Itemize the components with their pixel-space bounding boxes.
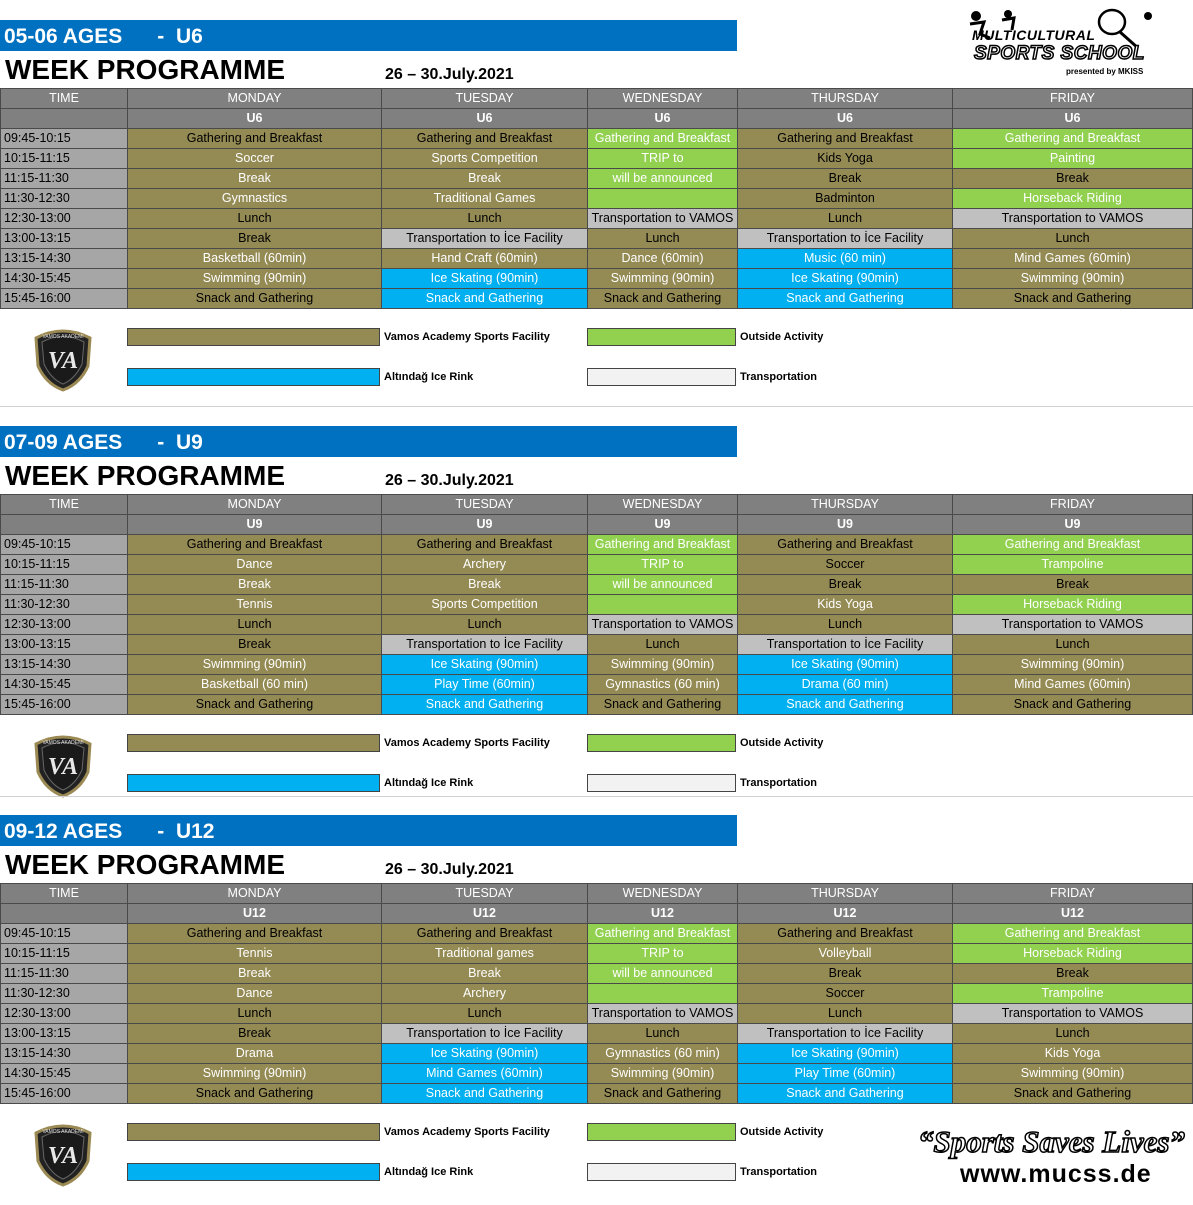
column-header: MONDAY (128, 89, 382, 109)
legend-label-outside: Outside Activity (740, 737, 824, 749)
legend-swatch-transport (587, 1163, 736, 1181)
activity-cell: TRIP to (588, 555, 738, 575)
table-row (1, 1064, 1193, 1084)
time-slot: 12:30-13:00 (1, 615, 128, 635)
activity-cell: Break (128, 964, 382, 984)
time-slot: 11:30-12:30 (1, 189, 128, 209)
activity-cell: Gathering and Breakfast (953, 129, 1193, 149)
time-slot: 13:15-14:30 (1, 249, 128, 269)
table-row (1, 289, 1193, 309)
time-slot: 13:15-14:30 (1, 1044, 128, 1064)
group-row-blank (1, 109, 128, 129)
activity-cell: Swimming (90min) (128, 269, 382, 289)
activity-cell: Ice Skating (90min) (738, 655, 953, 675)
time-slot: 09:45-10:15 (1, 129, 128, 149)
time-slot: 13:00-13:15 (1, 1024, 128, 1044)
column-header: THURSDAY (738, 495, 953, 515)
age-bar: 07-09 AGES - U9 (0, 426, 737, 457)
activity-cell: Basketball (60min) (128, 249, 382, 269)
activity-cell: Gathering and Breakfast (128, 535, 382, 555)
school-name-line1: MULTICULTURAL (972, 27, 1096, 43)
logo-initials: VA (47, 1143, 79, 1169)
table-row (1, 169, 1193, 189)
activity-cell: Mind Games (60min) (382, 1064, 588, 1084)
group-label: U6 (588, 109, 738, 129)
activity-cell: Transportation to VAMOS (588, 615, 738, 635)
time-slot: 10:15-11:15 (1, 555, 128, 575)
activity-cell: Snack and Gathering (738, 1084, 953, 1104)
activity-cell: Play Time (60min) (738, 1064, 953, 1084)
group-label: U9 (128, 515, 382, 535)
activity-cell: Break (738, 575, 953, 595)
logo-initials: VA (47, 754, 79, 780)
column-header: FRIDAY (953, 89, 1193, 109)
activity-cell: Transportation to İce Facility (738, 1024, 953, 1044)
group-label: U12 (382, 904, 588, 924)
activity-cell (588, 595, 738, 615)
legend-swatch-ice (127, 774, 380, 792)
activity-cell: Lunch (128, 615, 382, 635)
activity-cell: Swimming (90min) (588, 1064, 738, 1084)
table-row (1, 964, 1193, 984)
activity-cell: Transportation to VAMOS (953, 615, 1193, 635)
activity-cell: Ice Skating (90min) (382, 1044, 588, 1064)
table-row (1, 615, 1193, 635)
table-row (1, 695, 1193, 715)
logo-ring-text: VAMOS AKADEMI (42, 740, 84, 746)
group-label: U6 (382, 109, 588, 129)
legend-label-vamos: Vamos Academy Sports Facility (384, 1126, 550, 1138)
activity-cell: Snack and Gathering (128, 1084, 382, 1104)
activity-cell: Dance (60min) (588, 249, 738, 269)
activity-cell: Snack and Gathering (953, 1084, 1193, 1104)
activity-cell: will be announced (588, 169, 738, 189)
activity-cell: Ice Skating (90min) (382, 269, 588, 289)
activity-cell: Transportation to İce Facility (738, 229, 953, 249)
legend-swatch-vamos (127, 328, 380, 346)
legend-swatch-transport (587, 774, 736, 792)
column-header: TUESDAY (382, 495, 588, 515)
activity-cell: Transportation to VAMOS (953, 209, 1193, 229)
activity-cell: Kids Yoga (738, 149, 953, 169)
column-header: TUESDAY (382, 884, 588, 904)
vamos-academy-logo (30, 728, 96, 798)
time-slot: 15:45-16:00 (1, 1084, 128, 1104)
activity-cell: Break (382, 169, 588, 189)
time-slot: 15:45-16:00 (1, 289, 128, 309)
vamos-academy-logo (30, 322, 96, 392)
page-title: WEEK PROGRAMME (5, 54, 285, 85)
activity-cell: Transportation to VAMOS (953, 1004, 1193, 1024)
activity-cell: Transportation to VAMOS (588, 1004, 738, 1024)
activity-cell: Break (953, 964, 1193, 984)
shield-icon (30, 1117, 96, 1187)
activity-cell: Break (382, 575, 588, 595)
activity-cell: Music (60 min) (738, 249, 953, 269)
column-header: WEDNESDAY (588, 89, 738, 109)
activity-cell: TRIP to (588, 944, 738, 964)
time-slot: 12:30-13:00 (1, 1004, 128, 1024)
activity-cell: Lunch (128, 1004, 382, 1024)
activity-cell: Hand Craft (60min) (382, 249, 588, 269)
group-label: U12 (588, 904, 738, 924)
activity-cell: Snack and Gathering (588, 1084, 738, 1104)
activity-cell: Gathering and Breakfast (738, 535, 953, 555)
time-slot: 11:30-12:30 (1, 984, 128, 1004)
section-divider (0, 796, 1193, 797)
activity-cell: Gymnastics (60 min) (588, 1044, 738, 1064)
activity-cell: Snack and Gathering (382, 289, 588, 309)
page-title: WEEK PROGRAMME (5, 849, 285, 880)
activity-cell: Gymnastics (60 min) (588, 675, 738, 695)
table-row (1, 635, 1193, 655)
column-header: TIME (1, 89, 128, 109)
activity-cell: Horseback Riding (953, 595, 1193, 615)
sports-school-logo (962, 4, 1172, 82)
table-row (1, 924, 1193, 944)
shield-icon (30, 728, 96, 798)
vamos-academy-logo (30, 1117, 96, 1187)
website: www.mucss.de (960, 1160, 1152, 1188)
date-range: 26 – 30.July.2021 (385, 861, 514, 878)
activity-cell: Soccer (128, 149, 382, 169)
activity-cell: Kids Yoga (953, 1044, 1193, 1064)
activity-cell: will be announced (588, 964, 738, 984)
activity-cell: Sports Competition (382, 595, 588, 615)
legend-label-vamos: Vamos Academy Sports Facility (384, 737, 550, 749)
activity-cell: Snack and Gathering (588, 289, 738, 309)
legend-swatch-outside (587, 734, 736, 752)
activity-cell: Transportation to İce Facility (738, 635, 953, 655)
legend-u9 (0, 716, 1193, 816)
shield-icon (30, 322, 96, 392)
table-row (1, 1084, 1193, 1104)
activity-cell: Snack and Gathering (128, 695, 382, 715)
time-slot: 11:30-12:30 (1, 595, 128, 615)
activity-cell: Gathering and Breakfast (738, 924, 953, 944)
activity-cell: Tennis (128, 944, 382, 964)
activity-cell: Sports Competition (382, 149, 588, 169)
activity-cell: Gathering and Breakfast (588, 924, 738, 944)
activity-cell: Archery (382, 984, 588, 1004)
time-slot: 10:15-11:15 (1, 944, 128, 964)
activity-cell: Break (382, 964, 588, 984)
column-header: WEDNESDAY (588, 495, 738, 515)
group-row-blank (1, 904, 128, 924)
legend-label-transport: Transportation (740, 777, 818, 789)
activity-cell: Gathering and Breakfast (382, 535, 588, 555)
time-slot: 13:15-14:30 (1, 655, 128, 675)
legend-swatch-ice (127, 368, 380, 386)
activity-cell: Transportation to VAMOS (588, 209, 738, 229)
legend-label-transport: Transportation (740, 1166, 818, 1178)
table-row (1, 129, 1193, 149)
activity-cell: TRIP to (588, 149, 738, 169)
column-header: FRIDAY (953, 495, 1193, 515)
activity-cell: Gathering and Breakfast (953, 535, 1193, 555)
logo-ring-text: VAMOS AKADEMI (42, 334, 84, 340)
activity-cell: Break (738, 169, 953, 189)
date-range: 26 – 30.July.2021 (385, 472, 514, 489)
schedule-table (0, 88, 1193, 309)
time-slot: 11:15-11:30 (1, 575, 128, 595)
group-label: U9 (738, 515, 953, 535)
activity-cell: Snack and Gathering (953, 289, 1193, 309)
activity-cell: Horseback Riding (953, 944, 1193, 964)
activity-cell: Break (128, 635, 382, 655)
activity-cell: Lunch (588, 635, 738, 655)
activity-cell: Break (128, 1024, 382, 1044)
activity-cell: Badminton (738, 189, 953, 209)
activity-cell: Tennis (128, 595, 382, 615)
activity-cell: Break (128, 229, 382, 249)
group-label: U12 (738, 904, 953, 924)
activity-cell: Swimming (90min) (588, 269, 738, 289)
activity-cell: Break (128, 169, 382, 189)
table-row (1, 535, 1193, 555)
table-row (1, 249, 1193, 269)
column-header: FRIDAY (953, 884, 1193, 904)
legend-u6 (0, 310, 1193, 410)
activity-cell: Gathering and Breakfast (382, 129, 588, 149)
group-label: U9 (953, 515, 1193, 535)
activity-cell: Play Time (60min) (382, 675, 588, 695)
activity-cell: Lunch (588, 1024, 738, 1044)
column-header: TUESDAY (382, 89, 588, 109)
activity-cell: Snack and Gathering (382, 695, 588, 715)
legend-swatch-vamos (127, 734, 380, 752)
activity-cell: Gathering and Breakfast (128, 129, 382, 149)
activity-cell: Transportation to İce Facility (382, 229, 588, 249)
activity-cell: Lunch (128, 209, 382, 229)
activity-cell: Archery (382, 555, 588, 575)
activity-cell: Gymnastics (128, 189, 382, 209)
activity-cell: Dance (128, 984, 382, 1004)
table-row (1, 1004, 1193, 1024)
legend-swatch-outside (587, 1123, 736, 1141)
activity-cell: will be announced (588, 575, 738, 595)
legend-label-transport: Transportation (740, 371, 818, 383)
table-row (1, 575, 1193, 595)
legend-label-outside: Outside Activity (740, 331, 824, 343)
table-row (1, 555, 1193, 575)
activity-cell: Break (738, 964, 953, 984)
legend-label-ice: Altındağ Ice Rink (384, 777, 474, 789)
time-slot: 14:30-15:45 (1, 1064, 128, 1084)
activity-cell: Lunch (953, 1024, 1193, 1044)
activity-cell: Horseback Riding (953, 189, 1193, 209)
activity-cell: Kids Yoga (738, 595, 953, 615)
time-slot: 13:00-13:15 (1, 229, 128, 249)
activity-cell: Gathering and Breakfast (588, 129, 738, 149)
activity-cell: Mind Games (60min) (953, 675, 1193, 695)
group-label: U9 (382, 515, 588, 535)
activity-cell: Lunch (953, 229, 1193, 249)
activity-cell: Ice Skating (90min) (738, 269, 953, 289)
activity-cell: Traditional Games (382, 189, 588, 209)
table-row (1, 655, 1193, 675)
activity-cell: Break (953, 169, 1193, 189)
activity-cell: Trampoline (953, 984, 1193, 1004)
table-row (1, 1044, 1193, 1064)
activity-cell: Drama (128, 1044, 382, 1064)
column-header: TIME (1, 884, 128, 904)
activity-cell: Lunch (738, 615, 953, 635)
activity-cell: Gathering and Breakfast (128, 924, 382, 944)
column-header: WEDNESDAY (588, 884, 738, 904)
group-row-blank (1, 515, 128, 535)
activity-cell: Break (953, 575, 1193, 595)
logo-initials: VA (47, 348, 79, 374)
group-label: U9 (588, 515, 738, 535)
time-slot: 13:00-13:15 (1, 635, 128, 655)
time-slot: 11:15-11:30 (1, 169, 128, 189)
table-row (1, 229, 1193, 249)
activity-cell: Ice Skating (90min) (382, 655, 588, 675)
column-header: THURSDAY (738, 884, 953, 904)
activity-cell: Soccer (738, 555, 953, 575)
activity-cell: Dance (128, 555, 382, 575)
presented-by: presented by MKISS (1066, 67, 1144, 76)
activity-cell: Lunch (738, 209, 953, 229)
table-row (1, 189, 1193, 209)
activity-cell: Lunch (382, 615, 588, 635)
activity-cell: Lunch (738, 1004, 953, 1024)
activity-cell: Gathering and Breakfast (382, 924, 588, 944)
activity-cell: Gathering and Breakfast (738, 129, 953, 149)
table-row (1, 984, 1193, 1004)
column-header: THURSDAY (738, 89, 953, 109)
legend-swatch-vamos (127, 1123, 380, 1141)
school-name-line2: SPORTS SCHOOL (974, 43, 1145, 64)
legend-swatch-ice (127, 1163, 380, 1181)
activity-cell: Traditional games (382, 944, 588, 964)
group-label: U12 (128, 904, 382, 924)
group-label: U12 (953, 904, 1193, 924)
logo-ring-text: VAMOS AKADEMI (42, 1129, 84, 1135)
time-slot: 09:45-10:15 (1, 924, 128, 944)
activity-cell: Transportation to İce Facility (382, 1024, 588, 1044)
time-slot: 14:30-15:45 (1, 269, 128, 289)
legend-swatch-transport (587, 368, 736, 386)
activity-cell: Ice Skating (90min) (738, 1044, 953, 1064)
time-slot: 10:15-11:15 (1, 149, 128, 169)
activity-cell (588, 984, 738, 1004)
activity-cell (588, 189, 738, 209)
table-row (1, 209, 1193, 229)
activity-cell: Drama (60 min) (738, 675, 953, 695)
activity-cell: Swimming (90min) (128, 1064, 382, 1084)
table-row (1, 1024, 1193, 1044)
date-range: 26 – 30.July.2021 (385, 66, 514, 83)
column-header: MONDAY (128, 884, 382, 904)
activity-cell: Break (128, 575, 382, 595)
activity-cell: Snack and Gathering (382, 1084, 588, 1104)
column-header: TIME (1, 495, 128, 515)
activity-cell: Snack and Gathering (738, 289, 953, 309)
legend-swatch-outside (587, 328, 736, 346)
activity-cell: Snack and Gathering (588, 695, 738, 715)
time-slot: 12:30-13:00 (1, 209, 128, 229)
activity-cell: Transportation to İce Facility (382, 635, 588, 655)
activity-cell: Mind Games (60min) (953, 249, 1193, 269)
activity-cell: Trampoline (953, 555, 1193, 575)
activity-cell: Gathering and Breakfast (588, 535, 738, 555)
activity-cell: Volleyball (738, 944, 953, 964)
activity-cell: Painting (953, 149, 1193, 169)
table-row (1, 675, 1193, 695)
group-label: U6 (738, 109, 953, 129)
activity-cell: Swimming (90min) (953, 655, 1193, 675)
activity-cell: Lunch (588, 229, 738, 249)
time-slot: 09:45-10:15 (1, 535, 128, 555)
activity-cell: Swimming (90min) (128, 655, 382, 675)
schedule-table (0, 494, 1193, 715)
activity-cell: Swimming (90min) (953, 1064, 1193, 1084)
page-title: WEEK PROGRAMME (5, 460, 285, 491)
activity-cell: Snack and Gathering (738, 695, 953, 715)
legend-label-ice: Altındağ Ice Rink (384, 371, 474, 383)
schedule-table (0, 883, 1193, 1104)
activity-cell: Lunch (382, 1004, 588, 1024)
time-slot: 11:15-11:30 (1, 964, 128, 984)
legend-label-ice: Altındağ Ice Rink (384, 1166, 474, 1178)
table-row (1, 149, 1193, 169)
activity-cell: Basketball (60 min) (128, 675, 382, 695)
age-bar: 09-12 AGES - U12 (0, 815, 737, 846)
age-bar: 05-06 AGES - U6 (0, 20, 737, 51)
time-slot: 15:45-16:00 (1, 695, 128, 715)
table-row (1, 269, 1193, 289)
activity-cell: Snack and Gathering (953, 695, 1193, 715)
time-slot: 14:30-15:45 (1, 675, 128, 695)
legend-label-vamos: Vamos Academy Sports Facility (384, 331, 550, 343)
activity-cell: Swimming (90min) (588, 655, 738, 675)
column-header: MONDAY (128, 495, 382, 515)
group-label: U6 (128, 109, 382, 129)
slogan: “Sports Saves Lives” (918, 1124, 1185, 1159)
activity-cell: Soccer (738, 984, 953, 1004)
section-divider (0, 406, 1193, 407)
group-label: U6 (953, 109, 1193, 129)
legend-label-outside: Outside Activity (740, 1126, 824, 1138)
activity-cell: Lunch (382, 209, 588, 229)
table-row (1, 944, 1193, 964)
activity-cell: Gathering and Breakfast (953, 924, 1193, 944)
table-row (1, 595, 1193, 615)
activity-cell: Swimming (90min) (953, 269, 1193, 289)
activity-cell: Lunch (953, 635, 1193, 655)
activity-cell: Snack and Gathering (128, 289, 382, 309)
